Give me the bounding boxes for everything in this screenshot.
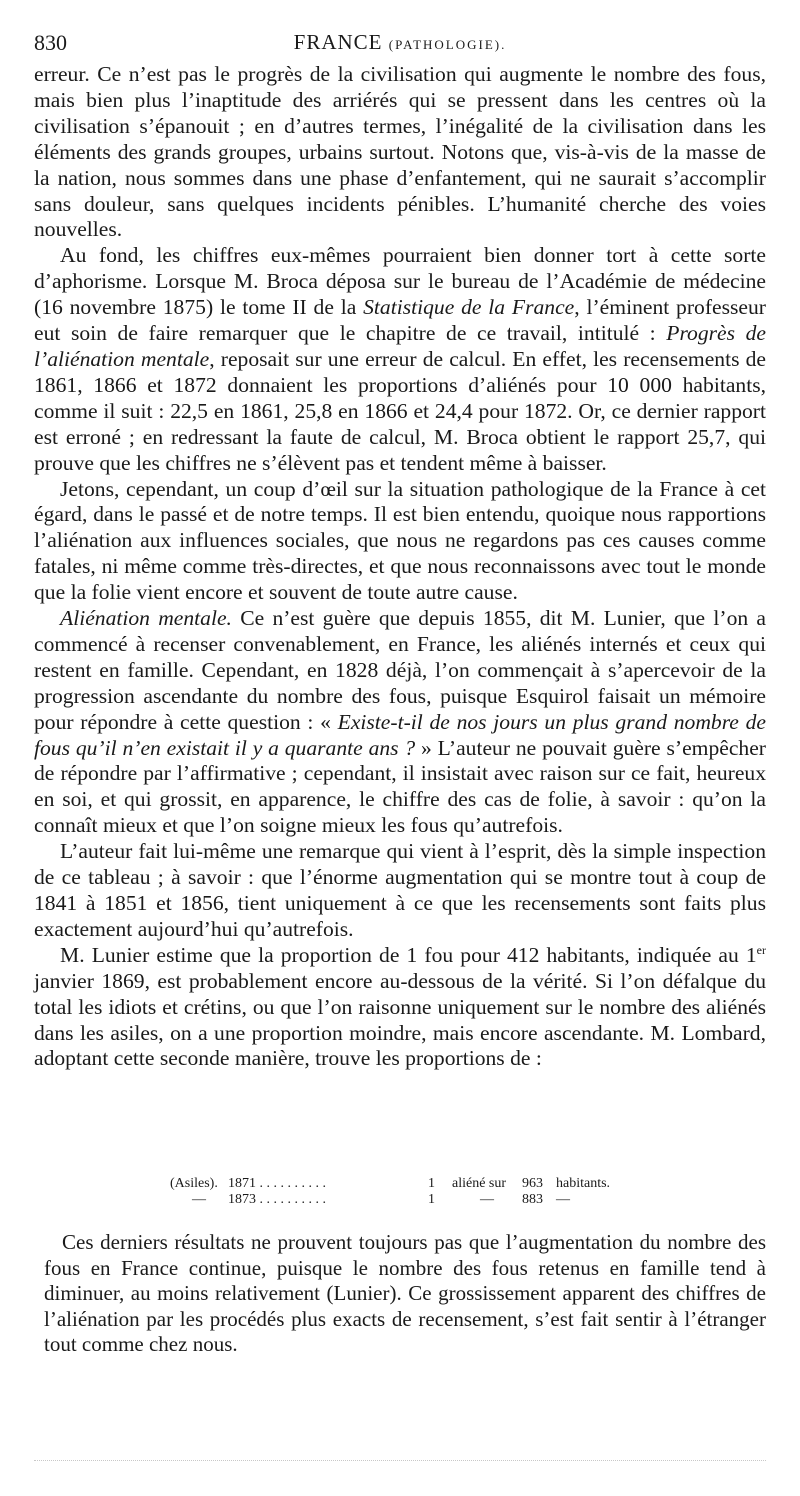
stat-tail: — (556, 1192, 570, 1207)
paragraph-2-text-b: , l’éminent professeur eut soin de faire remarquer que le chapitre de ce travail, intitulé : (34, 295, 766, 346)
paragraph-4-section-title: Aliénation mentale. (60, 606, 232, 631)
paragraph-3: Jetons, cependant, un coup d’œil sur la situation pathologique de la France à cet égard, dans le passé et de notre temps. Il est bien entendu, quoique nous rapportions l’aliénation aux influences sociales, que nous ne regardons pas ces causes comme fatales, ni même comme très-directes, et que nous reconnaissons avec tout le monde que la folie vient encore et souvent de toute autre cause. (34, 476, 766, 605)
page-number: 830 (34, 30, 67, 55)
statistics-table (170, 1176, 640, 1208)
stat-year: 1873 . . . . . . . . . . (228, 1192, 326, 1207)
stat-value: 883 (522, 1192, 543, 1207)
page-header (34, 30, 766, 58)
paragraph-6-text-a: M. Lunier estime que la proportion de 1 fou pour 412 habitants, indiquée au 1 (60, 942, 757, 967)
paragraph-2-text-c: , reposait sur une erreur de calcul. En effet, les recensements de 1861, 1866 et 1872 donnaient les proportions d’aliénés pour 10 000 habitants, comme il suit : 22,5 en 1861, 25,8 en 1866 et 24,4 pour 1872. Or, ce dernier rapport est erroné ; en redressant la faute de calcul, M. Broca obtient le rapport 25,7, qui prouve que les chiffres ne s’élèvent pas et tendent même à baisser. (34, 346, 767, 475)
statistics-row (170, 1176, 640, 1192)
stat-unit: aliéné sur (452, 1176, 507, 1191)
running-title-subtitle: (PATHOLOGIE). (388, 37, 507, 52)
stat-value: 963 (522, 1176, 543, 1191)
stat-count: 1 (428, 1176, 435, 1191)
paragraph-2-italic-2: Progrès de l’aliénation mentale (34, 321, 766, 371)
stat-label: (Asiles). (170, 1176, 218, 1191)
statistics-row (170, 1192, 640, 1208)
stat-count: 1 (428, 1192, 435, 1207)
closing-text (44, 1230, 766, 1358)
paragraph-2-text-a: Au fond, les chiffres eux-mêmes pourraient bien donner tort à cette sorte d’aphorisme. Lorsque M. Broca déposa sur le bureau de l’Académie de médecine (16 novembre 1875) le tome II de la (34, 243, 766, 320)
stat-year: 1871 . . . . . . . . . . (228, 1176, 326, 1191)
running-title (34, 30, 766, 55)
paragraph-6 (34, 943, 766, 1073)
paragraph-4 (34, 606, 766, 839)
running-title-main: FRANCE (293, 30, 383, 54)
paragraph-7: Ces derniers résultats ne prouvent toujours pas que l’augmentation du nombre des fous en France continue, puisque le nombre des fous retenus en famille tend à diminuer, au moins relativement (Lunier). Ce grossissement apparent des chiffres de l’aliénation par les procédés plus exacts de recensement, s’est fait sentir à l’étranger tout comme chez nous. (44, 1230, 766, 1356)
paragraph-2 (34, 243, 766, 476)
body-text (34, 62, 766, 1072)
paragraph-4-text-a: Ce n’est guère que depuis 1855, dit M. Lunier, que l’on a commencé à recenser convenablement, en France, les aliénés internés et ceux qui restent en famille. Cependant, en 1828 déjà, l’on commençait à s’apercevoir de la progression ascendante du nombre des fous, puisque Esquirol faisait un mémoire pour répondre à cette question : « (34, 606, 766, 734)
paragraph-6-superscript: er (756, 942, 766, 957)
stat-unit: — (480, 1192, 494, 1207)
paragraph-6-text-b: janvier 1869, est probablement encore au-dessous de la vérité. Si l’on défalque du total les idiots et crétins, ou que l’on raisonne uniquement sur le nombre des aliénés dans les asiles, on a une proportion moindre, mais encore ascendante. M. Lombard, adoptant cette seconde manière, trouve les proportions de : (34, 968, 766, 1071)
paragraph-4-quote: Existe-t-il de nos jours un plus grand nombre de fous qu’il n’en existait il y a quarante ans ? (34, 709, 766, 760)
paragraph-5: L’auteur fait lui-même une remarque qui vient à l’esprit, dès la simple inspection de ce tableau ; à savoir : que l’énorme augmentation qui se montre tout à coup de 1841 à 1851 et 1856, tient uniquement à ce que les recensements sont faits plus exactement aujourd’hui qu’autrefois. (34, 839, 766, 941)
stat-label: — (192, 1192, 206, 1207)
stat-tail: habitants. (556, 1176, 611, 1191)
paragraph-2-italic-1: Statistique de la France (363, 295, 575, 320)
page-bottom-rule (34, 1460, 766, 1463)
paragraph-4-text-b: » L’auteur ne pouvait guère s’empêcher de répondre par l’affirmative ; cependant, il insistait avec raison sur ce fait, heureux en soi, et qui grossit, en apparence, le chiffre des cas de folie, à savoir : qu’on la connaît mieux et que l’on soigne mieux les fous qu’autrefois. (34, 735, 766, 838)
paragraph-1: erreur. Ce n’est pas le progrès de la civilisation qui augmente le nombre des fous, mais bien plus l’inaptitude des arriérés qui se pressent dans les centres où la civilisation s’épanouit ; en d’autres termes, l’inégalité de la civilisation dans les éléments des grands groupes, urbains surtout. Notons que, vis-à-vis de la masse de la nation, nous sommes dans une phase d’enfantement, qui ne saurait s’accomplir sans douleur, sans quelques incidents pénibles. L’humanité cherche des voies nouvelles. (34, 62, 766, 242)
